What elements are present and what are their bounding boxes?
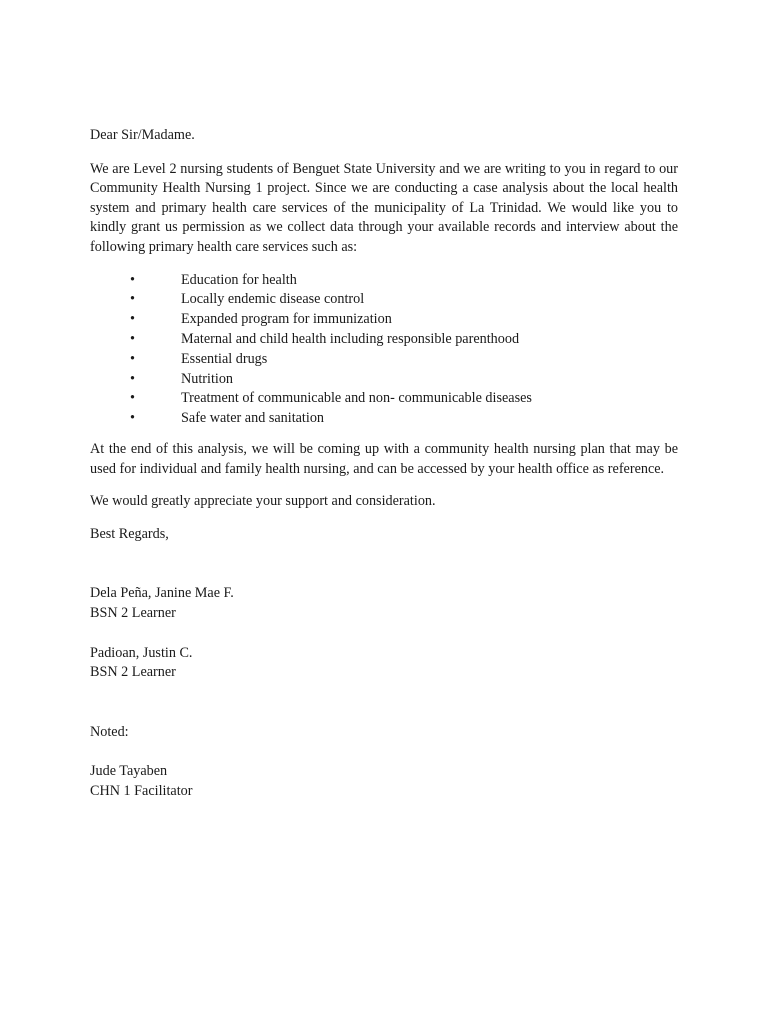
- list-item: [90, 389, 678, 409]
- regards-line: Best Regards,: [90, 525, 169, 542]
- signer-name: Padioan, Justin C.: [90, 644, 193, 661]
- closing-paragraph: At the end of this analysis, we will be coming up with a community health nursing plan that may be used for individual and family health nursing, and can be accessed by your health office as reference.: [90, 440, 678, 477]
- signer-role: BSN 2 Learner: [90, 664, 176, 681]
- list-item: [90, 290, 678, 310]
- services-list: [90, 271, 678, 429]
- bullet-icon: •: [130, 390, 135, 407]
- signer-block: [90, 644, 678, 683]
- service-label: Maternal and child health including responsible parenthood: [181, 330, 520, 347]
- signer-name: Dela Peña, Janine Mae F.: [90, 585, 234, 602]
- list-item: [90, 330, 678, 350]
- list-item: [90, 370, 678, 390]
- service-label: Nutrition: [181, 370, 234, 387]
- list-item: [90, 271, 678, 291]
- list-item: [90, 310, 678, 330]
- bullet-icon: •: [130, 370, 135, 387]
- list-item: [90, 350, 678, 370]
- letter-body: [90, 126, 678, 801]
- bullet-icon: •: [130, 311, 135, 328]
- appreciation-line: We would greatly appreciate your support and consideration.: [90, 493, 436, 510]
- service-label: Essential drugs: [181, 350, 268, 367]
- facilitator-name: Jude Tayaben: [90, 763, 168, 780]
- service-label: Education for health: [181, 271, 297, 288]
- bullet-icon: •: [130, 350, 135, 367]
- service-label: Treatment of communicable and non- communicable diseases: [181, 390, 532, 407]
- noted-label: Noted:: [90, 723, 129, 740]
- service-label: Expanded program for immunization: [181, 311, 392, 328]
- signer-block: [90, 584, 678, 623]
- signer-role: BSN 2 Learner: [90, 604, 176, 621]
- bullet-icon: •: [130, 410, 135, 427]
- service-label: Locally endemic disease control: [181, 291, 365, 308]
- facilitator-role: CHN 1 Facilitator: [90, 782, 193, 799]
- service-label: Safe water and sanitation: [181, 410, 325, 427]
- list-item: [90, 409, 678, 429]
- bullet-icon: •: [130, 291, 135, 308]
- facilitator-block: [90, 762, 678, 801]
- intro-paragraph: We are Level 2 nursing students of Benguet State University and we are writing to you in regard to our Community Health Nursing 1 project. Since we are conducting a case analysis about the local health system and primary health care services of the municipality of La Trinidad. We would like you to kindly grant us permission as we collect data through your available records and interview about the following primary health care services such as:: [90, 160, 678, 255]
- bullet-icon: •: [130, 271, 135, 288]
- greeting: Dear Sir/Madame.: [90, 127, 195, 143]
- bullet-icon: •: [130, 330, 135, 347]
